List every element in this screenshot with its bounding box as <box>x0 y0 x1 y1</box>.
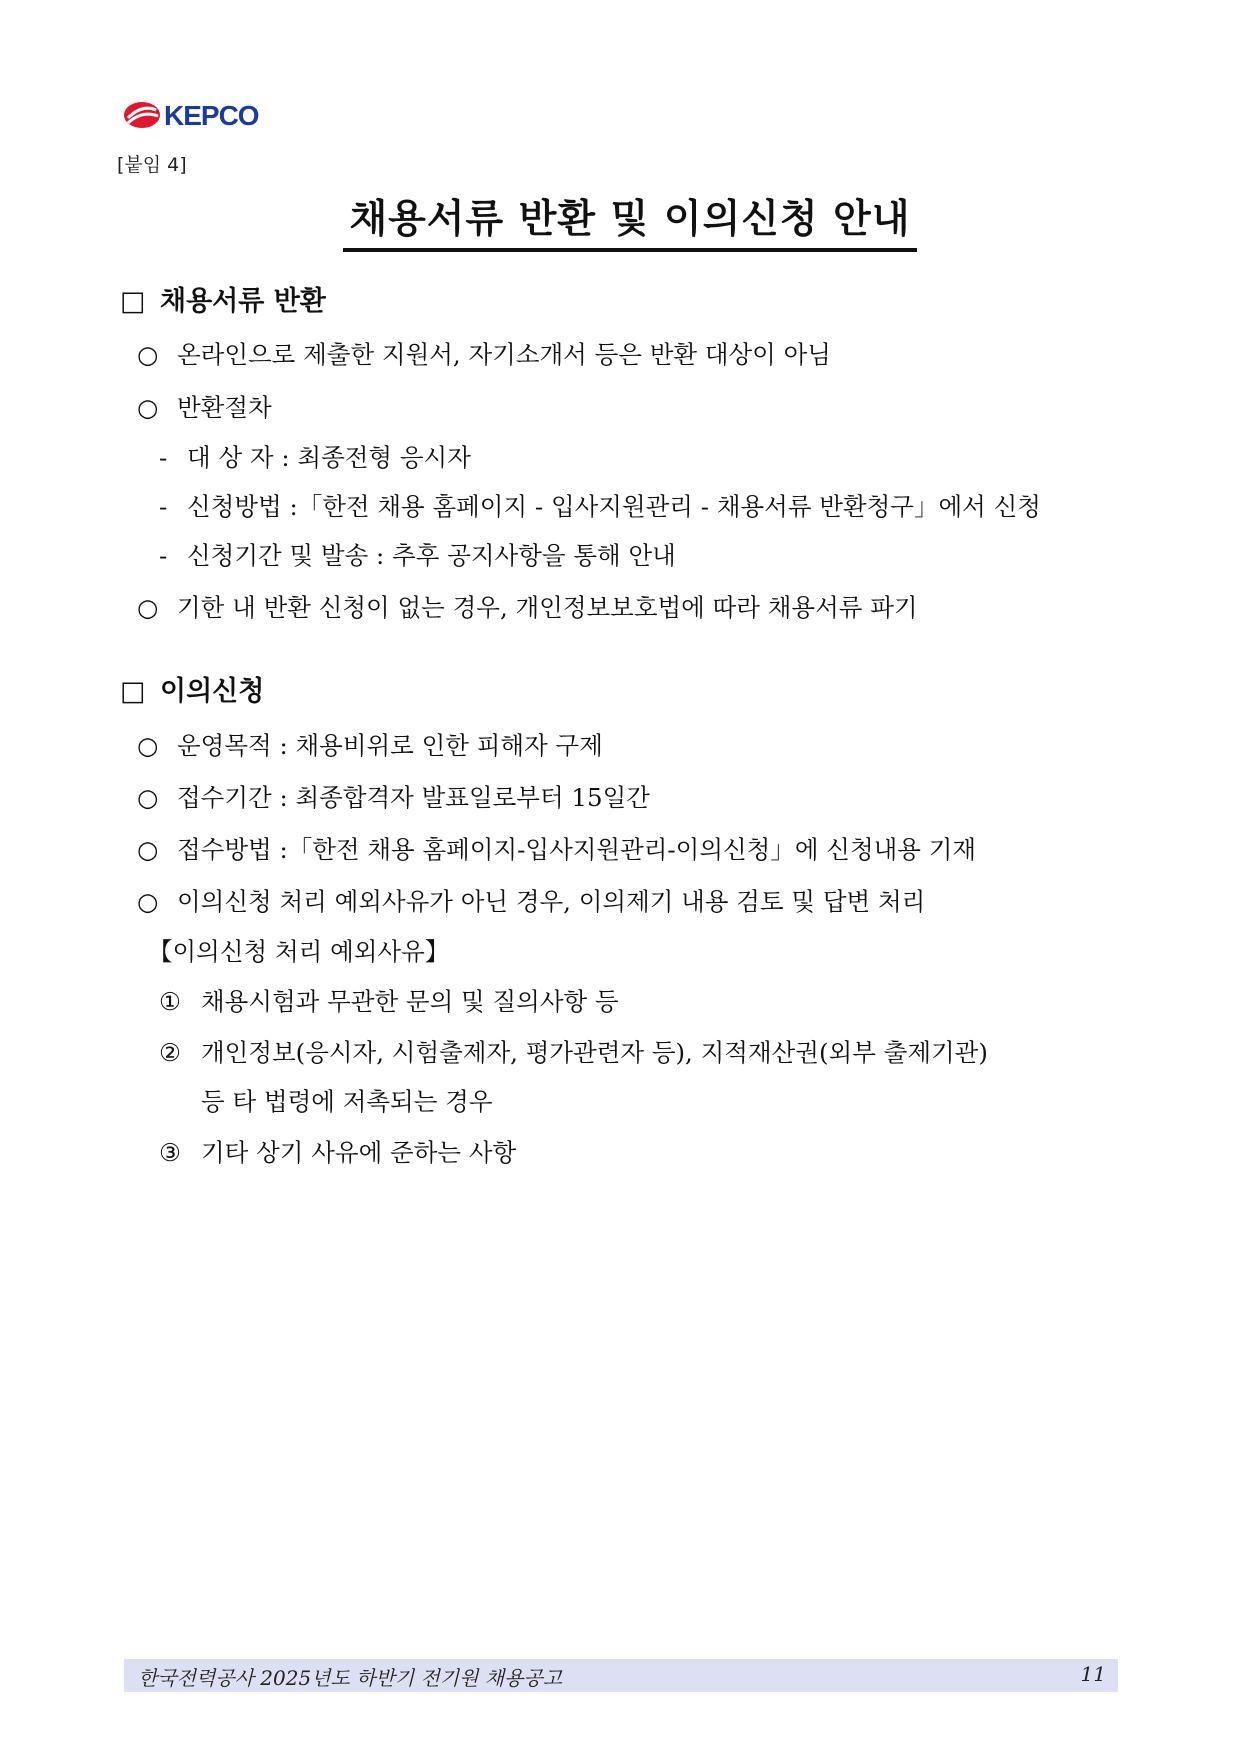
item-text: 접수기간 : 최종합격자 발표일로부터 15일간 <box>177 783 650 812</box>
item-marker: ○ <box>137 835 159 864</box>
item-text: 이의신청 처리 예외사유가 아닌 경우, 이의제기 내용 검토 및 답변 처리 <box>177 887 926 916</box>
list-item <box>159 1137 516 1169</box>
item-marker: ○ <box>137 593 159 622</box>
item-text: 채용시험과 무관한 문의 및 질의사항 등 <box>201 987 619 1016</box>
item-marker: ② <box>159 1038 181 1067</box>
item-marker: ○ <box>137 731 159 760</box>
list-item <box>137 392 272 424</box>
item-text: 대 상 자 : 최종전형 응시자 <box>187 443 471 472</box>
list-item <box>137 339 831 371</box>
list-item <box>159 1037 988 1069</box>
section-heading-text: 이의신청 <box>160 676 265 707</box>
item-text: 등 타 법령에 저촉되는 경우 <box>201 1087 493 1116</box>
section-heading-objection <box>120 676 264 708</box>
item-text: 신청방법 :「한전 채용 홈페이지 - 입사지원관리 - 채용서류 반환청구」에서 신청 <box>187 492 1041 521</box>
item-text: 신청기간 및 발송 : 추후 공지사항을 통해 안내 <box>187 541 676 570</box>
item-marker: ○ <box>137 393 159 422</box>
list-item <box>137 730 603 762</box>
item-text: 기타 상기 사유에 준하는 사항 <box>201 1138 517 1167</box>
item-text: 개인정보(응시자, 시험출제자, 평가관련자 등), 지적재산권(외부 출제기관) <box>201 1038 988 1067</box>
page-title: 채용서류 반환 및 이의신청 안내 <box>343 188 916 252</box>
item-text: 온라인으로 제출한 지원서, 자기소개서 등은 반환 대상이 아님 <box>177 340 831 369</box>
logo-text: KEPCO <box>164 100 259 131</box>
item-marker: ③ <box>159 1138 181 1167</box>
list-item <box>159 986 619 1018</box>
item-text: 접수방법 :「한전 채용 홈페이지-입사지원관리-이의신청」에 신청내용 기재 <box>177 835 977 864</box>
item-marker: - <box>159 443 168 472</box>
kepco-logo <box>122 98 282 132</box>
list-item-continuation <box>201 1086 493 1118</box>
list-item <box>137 782 650 814</box>
list-item <box>159 540 676 572</box>
section-heading-text: 채용서류 반환 <box>160 286 326 317</box>
item-text: 반환절차 <box>177 393 272 422</box>
list-item <box>137 592 918 624</box>
section-marker: □ <box>120 286 146 317</box>
list-item <box>159 442 471 474</box>
item-marker: ○ <box>137 887 159 916</box>
list-item <box>159 491 1041 523</box>
section-marker: □ <box>120 676 146 707</box>
item-marker: - <box>159 541 168 570</box>
item-text: 운영목적 : 채용비위로 인한 피해자 구제 <box>177 731 603 760</box>
item-marker: ① <box>159 987 181 1016</box>
footer <box>124 1659 1118 1692</box>
exception-heading <box>148 936 449 968</box>
footer-text: 한국전력공사 2025년도 하반기 전기원 채용공고 <box>138 1666 563 1690</box>
item-marker: ○ <box>137 340 159 369</box>
page-title-container <box>330 188 930 252</box>
item-marker: ○ <box>137 783 159 812</box>
page-number: 11 <box>1080 1662 1106 1686</box>
list-item <box>137 886 925 918</box>
item-marker: - <box>159 492 168 521</box>
section-heading-document-return <box>120 286 326 318</box>
attachment-label: [붙임 4] <box>117 154 187 176</box>
list-item <box>137 834 976 866</box>
item-text: 【이의신청 처리 예외사유】 <box>148 937 450 966</box>
item-text: 기한 내 반환 신청이 없는 경우, 개인정보보호법에 따라 채용서류 파기 <box>177 593 918 622</box>
